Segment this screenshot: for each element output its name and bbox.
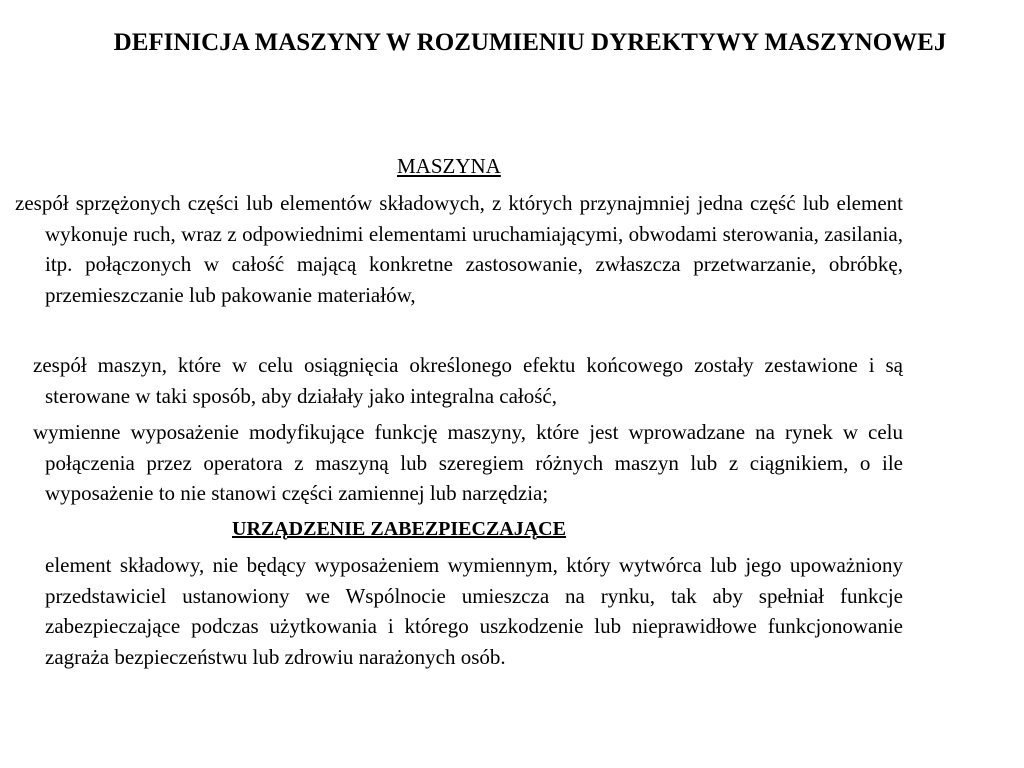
machine-definition-paragraph-3: wymienne wyposażenie modyfikujące funkcję maszyny, które jest wprowadzane na rynek w celu połączenia przez operatora z maszyną lub szeregiem różnych maszyn lub z ciągnikiem, o ile wyposażenie to nie stanowi części zamiennej lub narzędzia; (33, 420, 903, 506)
machine-heading: MASZYNA (397, 154, 501, 178)
machine-definition-paragraph-2: zespół maszyn, które w celu osiągnięcia określonego efektu końcowego zostały zestawione i są sterowane w taki sposób, aby działały jako integralna całość, (33, 353, 903, 408)
safety-device-heading: URZĄDZENIE ZABEZPIECZAJĄCE (232, 518, 566, 540)
slide-title: DEFINICJA MASZYNY W ROZUMIENIU DYREKTYWY MASZYNOWEJ (113, 29, 947, 56)
safety-device-definition-paragraph: element składowy, nie będący wyposażeniem wymiennym, który wytwórca lub jego upoważniony przedstawiciel ustanowiony we Wspólnocie umieszcza na rynku, tak aby spełniał funkcje zabezpieczające podczas użytkowania i którego uszkodzenie lub nieprawidłowe funkcjonowanie zagraża bezpieczeństwu lub zdrowiu narażonych osób. (45, 553, 903, 669)
machine-definition-paragraph-1: zespół sprzężonych części lub elementów składowych, z których przynajmniej jedna część lub element wykonuje ruch, wraz z odpowiednimi elementami uruchamiającymi, obwodami sterowania, zasilania, itp. połączonych w całość mającą konkretne zastosowanie, zwłaszcza przetwarzanie, obróbkę, przemieszczanie lub pakowanie materiałów, (15, 191, 903, 307)
